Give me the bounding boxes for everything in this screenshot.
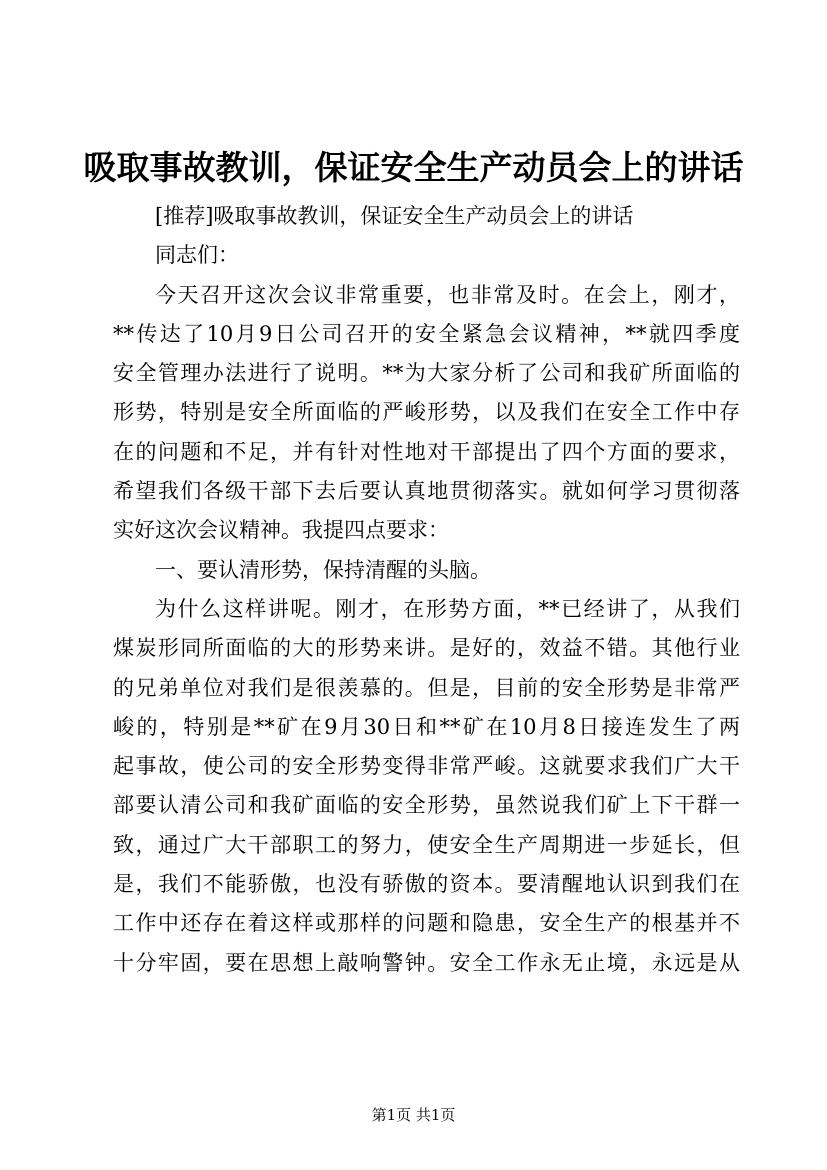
paragraph-line: **传达了10月9日公司召开的安全紧急会议精神，**就四季度 [113, 321, 740, 346]
paragraph-line: 的兄弟单位对我们是很羡慕的。但是，目前的安全形势是非常严 [113, 675, 740, 700]
paragraph-line: 工作中还存在着这样或那样的问题和隐患，安全生产的根基并不 [113, 911, 740, 936]
paragraph-line: 实好这次会议精神。我提四点要求： [113, 518, 449, 543]
paragraph-line: 安全管理办法进行了说明。**为大家分析了公司和我矿所面临的 [113, 361, 740, 386]
document-title: 吸取事故教训，保证安全生产动员会上的讲话 [83, 148, 744, 187]
paragraph-line: 煤炭形同所面临的大的形势来讲。是好的，效益不错。其他行业 [113, 636, 740, 661]
page-footer: 第1页 共1页 [371, 1106, 456, 1124]
paragraph-line: 起事故，使公司的安全形势变得非常严峻。这就要求我们广大干 [113, 754, 740, 779]
salutation-line: 同志们： [155, 243, 239, 268]
subtitle-line: [推荐]吸取事故教训，保证安全生产动员会上的讲话 [155, 204, 634, 228]
paragraph-line: 是，我们不能骄傲，也没有骄傲的资本。要清醒地认识到我们在 [113, 872, 740, 897]
paragraph-line: 致，通过广大干部职工的努力，使安全生产周期进一步延长，但 [113, 832, 740, 857]
paragraph-line: 今天召开这次会议非常重要，也非常及时。在会上，刚才， [155, 282, 740, 307]
paragraph-line: 十分牢固，要在思想上敲响警钟。安全工作永无止境，永远是从 [113, 950, 740, 975]
paragraph-line: 在的问题和不足，并有针对性地对干部提出了四个方面的要求， [113, 439, 740, 464]
paragraph-line: 部要认清公司和我矿面临的安全形势，虽然说我们矿上下干群一 [113, 793, 740, 818]
paragraph-line: 峻的，特别是**矿在9月30日和**矿在10月8日接连发生了两 [113, 714, 740, 739]
paragraph-line: 为什么这样讲呢。刚才，在形势方面，**已经讲了，从我们 [155, 596, 740, 621]
paragraph-line: 希望我们各级干部下去后要认真地贯彻落实。就如何学习贯彻落 [113, 479, 740, 504]
section-heading: 一、要认清形势，保持清醒的头脑。 [155, 557, 491, 582]
paragraph-line: 形势，特别是安全所面临的严峻形势，以及我们在安全工作中存 [113, 400, 740, 425]
document-body [113, 197, 740, 983]
